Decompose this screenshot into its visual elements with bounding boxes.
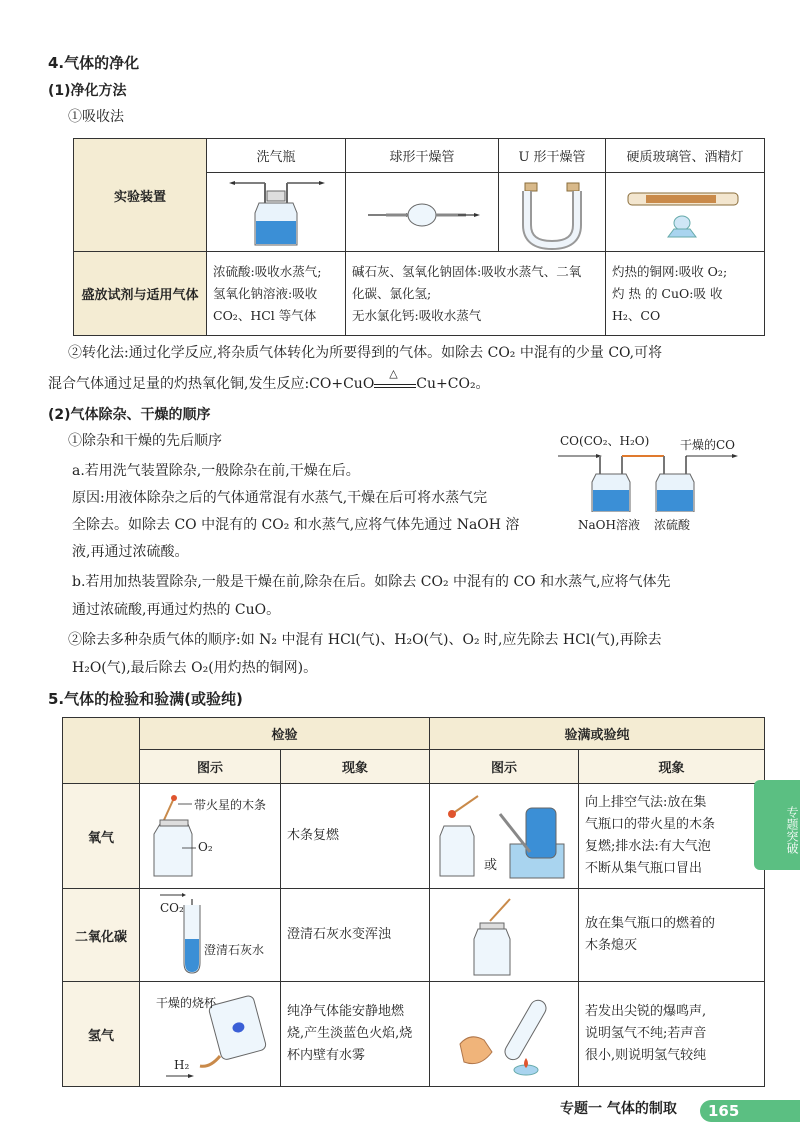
text-line: 不断从集气瓶口冒出 [585,861,703,876]
co2-label: CO₂ [160,901,184,915]
co2-test-phenomenon: 澄清石灰水变浑浊 [281,889,430,982]
para-a-4: 液,再通过浓硫酸。 [72,544,189,560]
text-line: 向上排空气法:放在集 [585,795,707,810]
sub-phen-full: 现象 [579,750,765,784]
text-line: 很小,则说明氢气较纯 [585,1048,707,1063]
text-line: 气瓶口的带火星的木条 [585,817,716,832]
section-5-title: 5.气体的检验和验满(或验纯) [48,690,243,708]
wash-bottle-figure [207,173,346,252]
col-u-drying-tube: U 形干燥管 [499,139,606,173]
oxygen-test-figure [140,784,281,889]
reagent-line: 氢氧化钠溶液:吸收 [213,285,318,301]
gas-test-table [62,717,765,1087]
head-full: 验满或验纯 [430,718,765,750]
wash-bottle-reagents [207,252,346,336]
glass-tube-lamp-figure [606,173,765,252]
absorb-method-label: ①吸收法 [68,109,124,125]
reagent-line: 灼 热 的 CuO:吸 收 [612,285,723,301]
or-label: 或 [484,858,498,873]
section-4-title: 4.气体的净化 [48,54,140,72]
h2-full-figure [430,982,579,1087]
section-4-1-title: (1)净化方法 [48,83,127,99]
o2-label: O₂ [198,840,213,854]
h2-full-phenomenon [579,982,765,1087]
oxygen-full-phenomenon [579,784,765,889]
h2-test-phenomenon [281,982,430,1087]
convert-line-2 [48,367,490,394]
col-glass-tube-lamp: 硬质玻璃管、酒精灯 [606,139,765,173]
reagent-line: H₂、CO [612,307,661,323]
text-line: 说明氢气不纯;若声音 [585,1026,707,1041]
heat-symbol: △ [389,367,398,380]
sub-fig-test: 图示 [140,750,281,784]
text-line: 杯内壁有水雾 [287,1048,366,1063]
side-tab[interactable]: 专题突破 [754,780,800,870]
oxygen-full-figure [430,784,579,889]
glass-tube-reagents [606,252,765,336]
reagent-line: CO₂、HCl 等气体 [213,307,317,323]
para-b-1: b.若用加热装置除杂,一般是干燥在前,除杂在后。如除去 CO₂ 中混有的 CO 和水蒸气,应将气体先 [72,574,671,590]
diagram-bottle2-label: 浓硫酸 [654,518,691,532]
sub-fig-full: 图示 [430,750,579,784]
u-tube-figure [499,173,606,252]
text-line: 纯净气体能安静地燃 [287,1004,405,1019]
text-line: 放在集气瓶口的燃着的 [585,916,716,931]
sub-phen-test: 现象 [281,750,430,784]
h2-label: H₂ [174,1058,190,1072]
footer-chapter: 专题一 气体的制取 [560,1101,677,1117]
convert-line-1: ②转化法:通过化学反应,将杂质气体转化为所要得到的气体。如除去 CO₂ 中混有的少量 CO,可将 [68,345,663,361]
text-line: 木条熄灭 [585,938,638,953]
para-a-1: a.若用洗气装置除杂,一般除杂在前,干燥在后。 [72,463,360,479]
gas-oxygen: 氧气 [63,784,140,889]
col-ball-drying-tube: 球形干燥管 [346,139,499,173]
gas-carbon-dioxide: 二氧化碳 [63,889,140,982]
reagent-line: 碱石灰、氢氧化钠固体:吸收水蒸气、二氧 [352,263,582,279]
co2-test-figure [140,889,281,982]
reaction-arrow [374,367,416,388]
text-line: 若发出尖锐的爆鸣声, [585,1004,707,1019]
text-line: 复燃;排水法:有大气泡 [585,839,711,854]
reagent-line: 化碳、氯化氢; [352,285,432,301]
reagent-line: 浓硫酸:吸收水蒸气; [213,263,322,279]
glowing-splint-label: 带火星的木条 [194,798,267,812]
table2-corner [63,718,140,784]
drying-tube-reagents [346,252,606,336]
multi-impurity-2: H₂O(气),最后除去 O₂(用灼热的铜网)。 [72,660,318,676]
para-b-2: 通过浓硫酸,再通过灼热的 CuO。 [72,602,281,618]
diagram-bottle1-label: NaOH溶液 [578,518,640,532]
h2-test-figure [140,982,281,1087]
gas-hydrogen: 氢气 [63,982,140,1087]
text-line: 烧,产生淡蓝色火焰,烧 [287,1026,413,1041]
diagram-in-label: CO(CO₂、H₂O) [560,434,650,448]
limewater-label: 澄清石灰水 [204,943,265,957]
multi-impurity-1: ②除去多种杂质气体的顺序:如 N₂ 中混有 HCl(气)、H₂O(气)、O₂ 时,应先除去 HCl(气),再除去 [68,632,662,648]
ball-tube-figure [346,173,499,252]
para-a-3: 全除去。如除去 CO 中混有的 CO₂ 和水蒸气,应将气体先通过 NaOH 溶 [72,517,520,533]
reagent-line: 无水氯化钙:吸收水蒸气 [352,307,482,323]
diagram-out-label: 干燥的CO [680,438,736,452]
two-bottle-diagram [556,432,766,532]
order-subtitle: ①除杂和干燥的先后顺序 [68,433,222,449]
reagent-line: 灼热的铜网:吸收 O₂; [612,263,728,279]
head-test: 检验 [140,718,430,750]
row-head-reagents: 盛放试剂与适用气体 [74,252,207,336]
dry-beaker-label: 干燥的烧杯 [156,996,217,1010]
col-gas-wash-bottle: 洗气瓶 [207,139,346,173]
oxygen-test-phenomenon: 木条复燃 [281,784,430,889]
co2-full-phenomenon [579,889,765,982]
section-4-2-title: (2)气体除杂、干燥的顺序 [48,407,211,423]
page-number: 165 [700,1100,800,1122]
co2-full-figure [430,889,579,982]
row-head-apparatus: 实验装置 [74,139,207,252]
para-a-2: 原因:用液体除杂之后的气体通常混有水蒸气,干燥在后可将水蒸气完 [72,490,488,506]
purification-table [73,138,765,336]
convert-text: 混合气体通过足量的灼热氧化铜,发生反应:CO+CuO [48,376,375,392]
convert-products: Cu+CO₂。 [416,376,490,392]
